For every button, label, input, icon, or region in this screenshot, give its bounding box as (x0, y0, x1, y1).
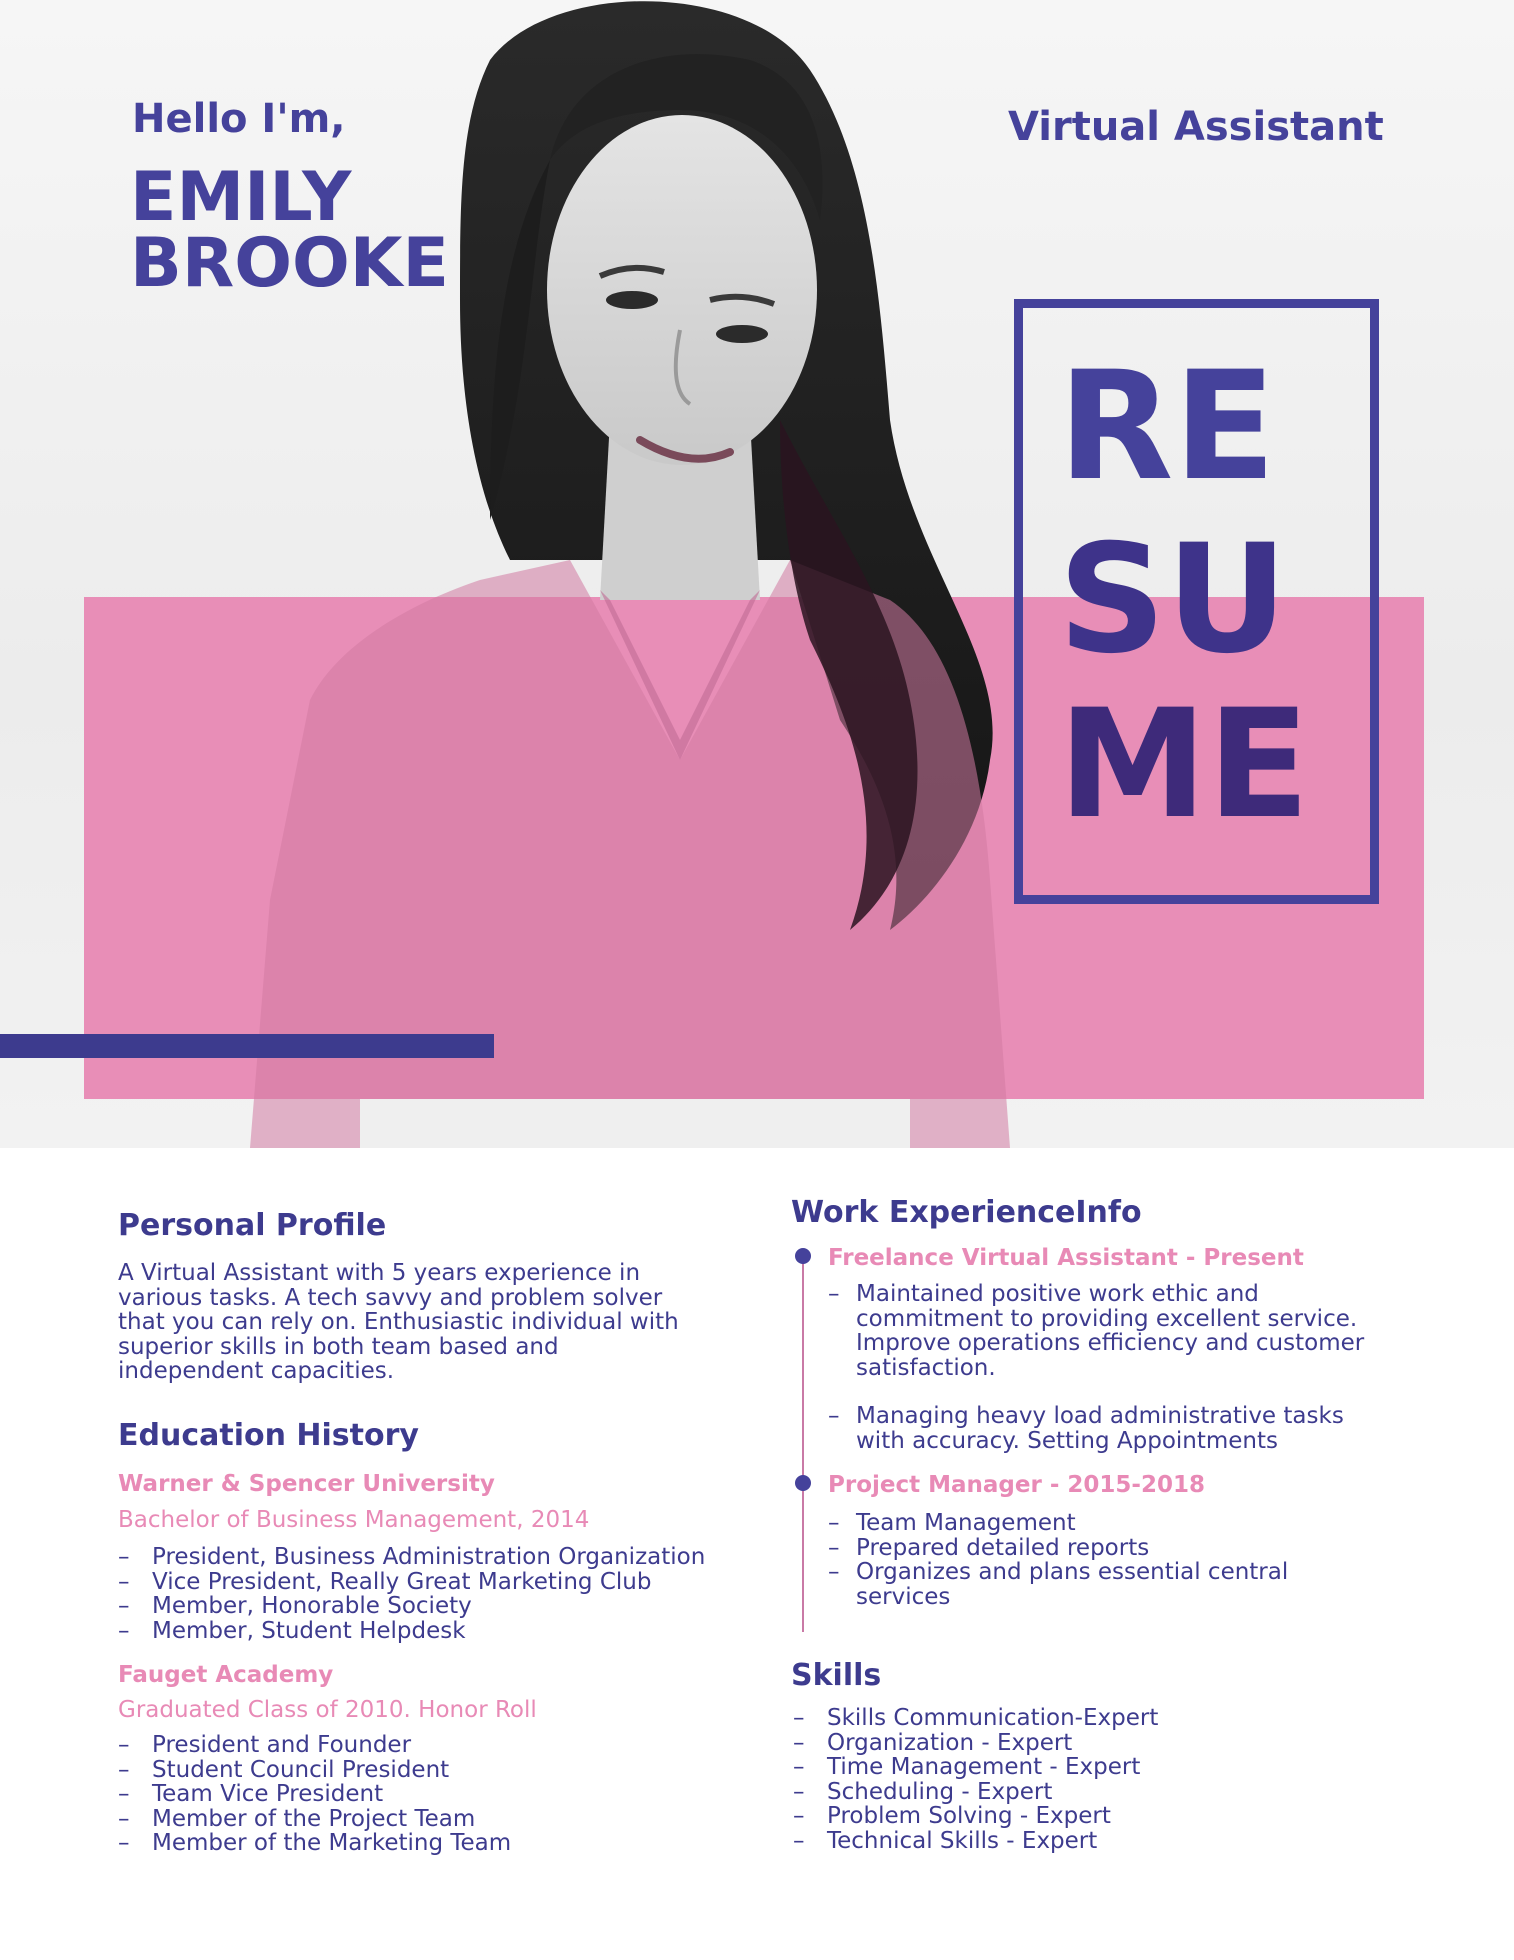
list-item: – Member of the Marketing Team (118, 1830, 512, 1856)
list-item: – President, Business Administration Organization (118, 1544, 706, 1570)
list-item: – Member of the Project Team (118, 1805, 476, 1832)
list-item: – Prepared detailed reports (828, 1534, 1150, 1561)
school-name: Fauget Academy (118, 1662, 334, 1688)
work-heading: Work ExperienceInfo (791, 1195, 1142, 1230)
timeline-line (802, 1252, 804, 1632)
profile-line: superior skills in both team based and (118, 1333, 559, 1360)
profile-line: that you can rely on. Enthusiastic individual with (118, 1309, 679, 1335)
resume-word-part-2: SU (1058, 513, 1288, 687)
list-item: – Vice President, Really Great Marketing Club (118, 1568, 652, 1595)
list-item: – Scheduling - Expert (793, 1778, 1053, 1805)
job-title: Virtual Assistant (1008, 104, 1384, 150)
list-item: – Problem Solving - Expert (793, 1803, 1111, 1829)
job-title-2: Project Manager - 2015-2018 (828, 1472, 1205, 1498)
list-item: – Member, Honorable Society (118, 1593, 472, 1619)
first-name: EMILY (130, 158, 352, 237)
profile-line: A Virtual Assistant with 5 years experience in (118, 1260, 641, 1286)
list-item: – Maintained positive work ethic and commitment to providing excellent service. Improve operations efficiency and customer satisfaction. (828, 1281, 1365, 1381)
list-item: – Time Management - Expert (793, 1754, 1141, 1780)
school-name: Warner & Spencer University (118, 1471, 495, 1497)
job-title-1: Freelance Virtual Assistant - Present (828, 1245, 1304, 1271)
list-item: – Team Vice President (118, 1781, 384, 1807)
profile-line: various tasks. A tech savvy and problem solver (118, 1284, 663, 1311)
list-item: – Technical Skills - Expert (793, 1827, 1098, 1854)
school-activities (118, 1545, 705, 1643)
skills-list (793, 1706, 1158, 1853)
list-item: – Skills Communication-Expert (793, 1705, 1159, 1731)
resume-word-part-3: ME (1058, 678, 1310, 852)
profile-heading: Personal Profile (118, 1208, 387, 1243)
timeline-dot (795, 1248, 811, 1264)
profile-line: independent capacities. (118, 1358, 395, 1384)
last-name: BROOKE (130, 224, 449, 303)
list-item: – President and Founder (118, 1732, 412, 1758)
list-item: – Organizes and plans essential central services (828, 1559, 1289, 1610)
profile-text (118, 1261, 679, 1384)
greeting: Hello I'm, (132, 96, 346, 142)
list-item: – Member, Student Helpdesk (118, 1617, 466, 1644)
school-activities (118, 1733, 511, 1856)
job-duties (828, 1282, 1388, 1453)
school-detail: Bachelor of Business Management, 2014 (118, 1507, 590, 1533)
timeline-dot (795, 1475, 811, 1491)
education-heading: Education History (118, 1418, 419, 1453)
accent-bar (0, 1034, 494, 1058)
list-item: – Team Management (828, 1510, 1076, 1536)
job-duties (828, 1511, 1388, 1609)
resume-word-part-1: RE (1058, 340, 1276, 514)
list-item: – Managing heavy load administrative tasks with accuracy. Setting Appointments (828, 1403, 1344, 1454)
list-item: – Organization - Expert (793, 1729, 1073, 1756)
list-item: – Student Council President (118, 1756, 450, 1783)
school-detail: Graduated Class of 2010. Honor Roll (118, 1697, 537, 1723)
skills-heading: Skills (791, 1658, 882, 1693)
